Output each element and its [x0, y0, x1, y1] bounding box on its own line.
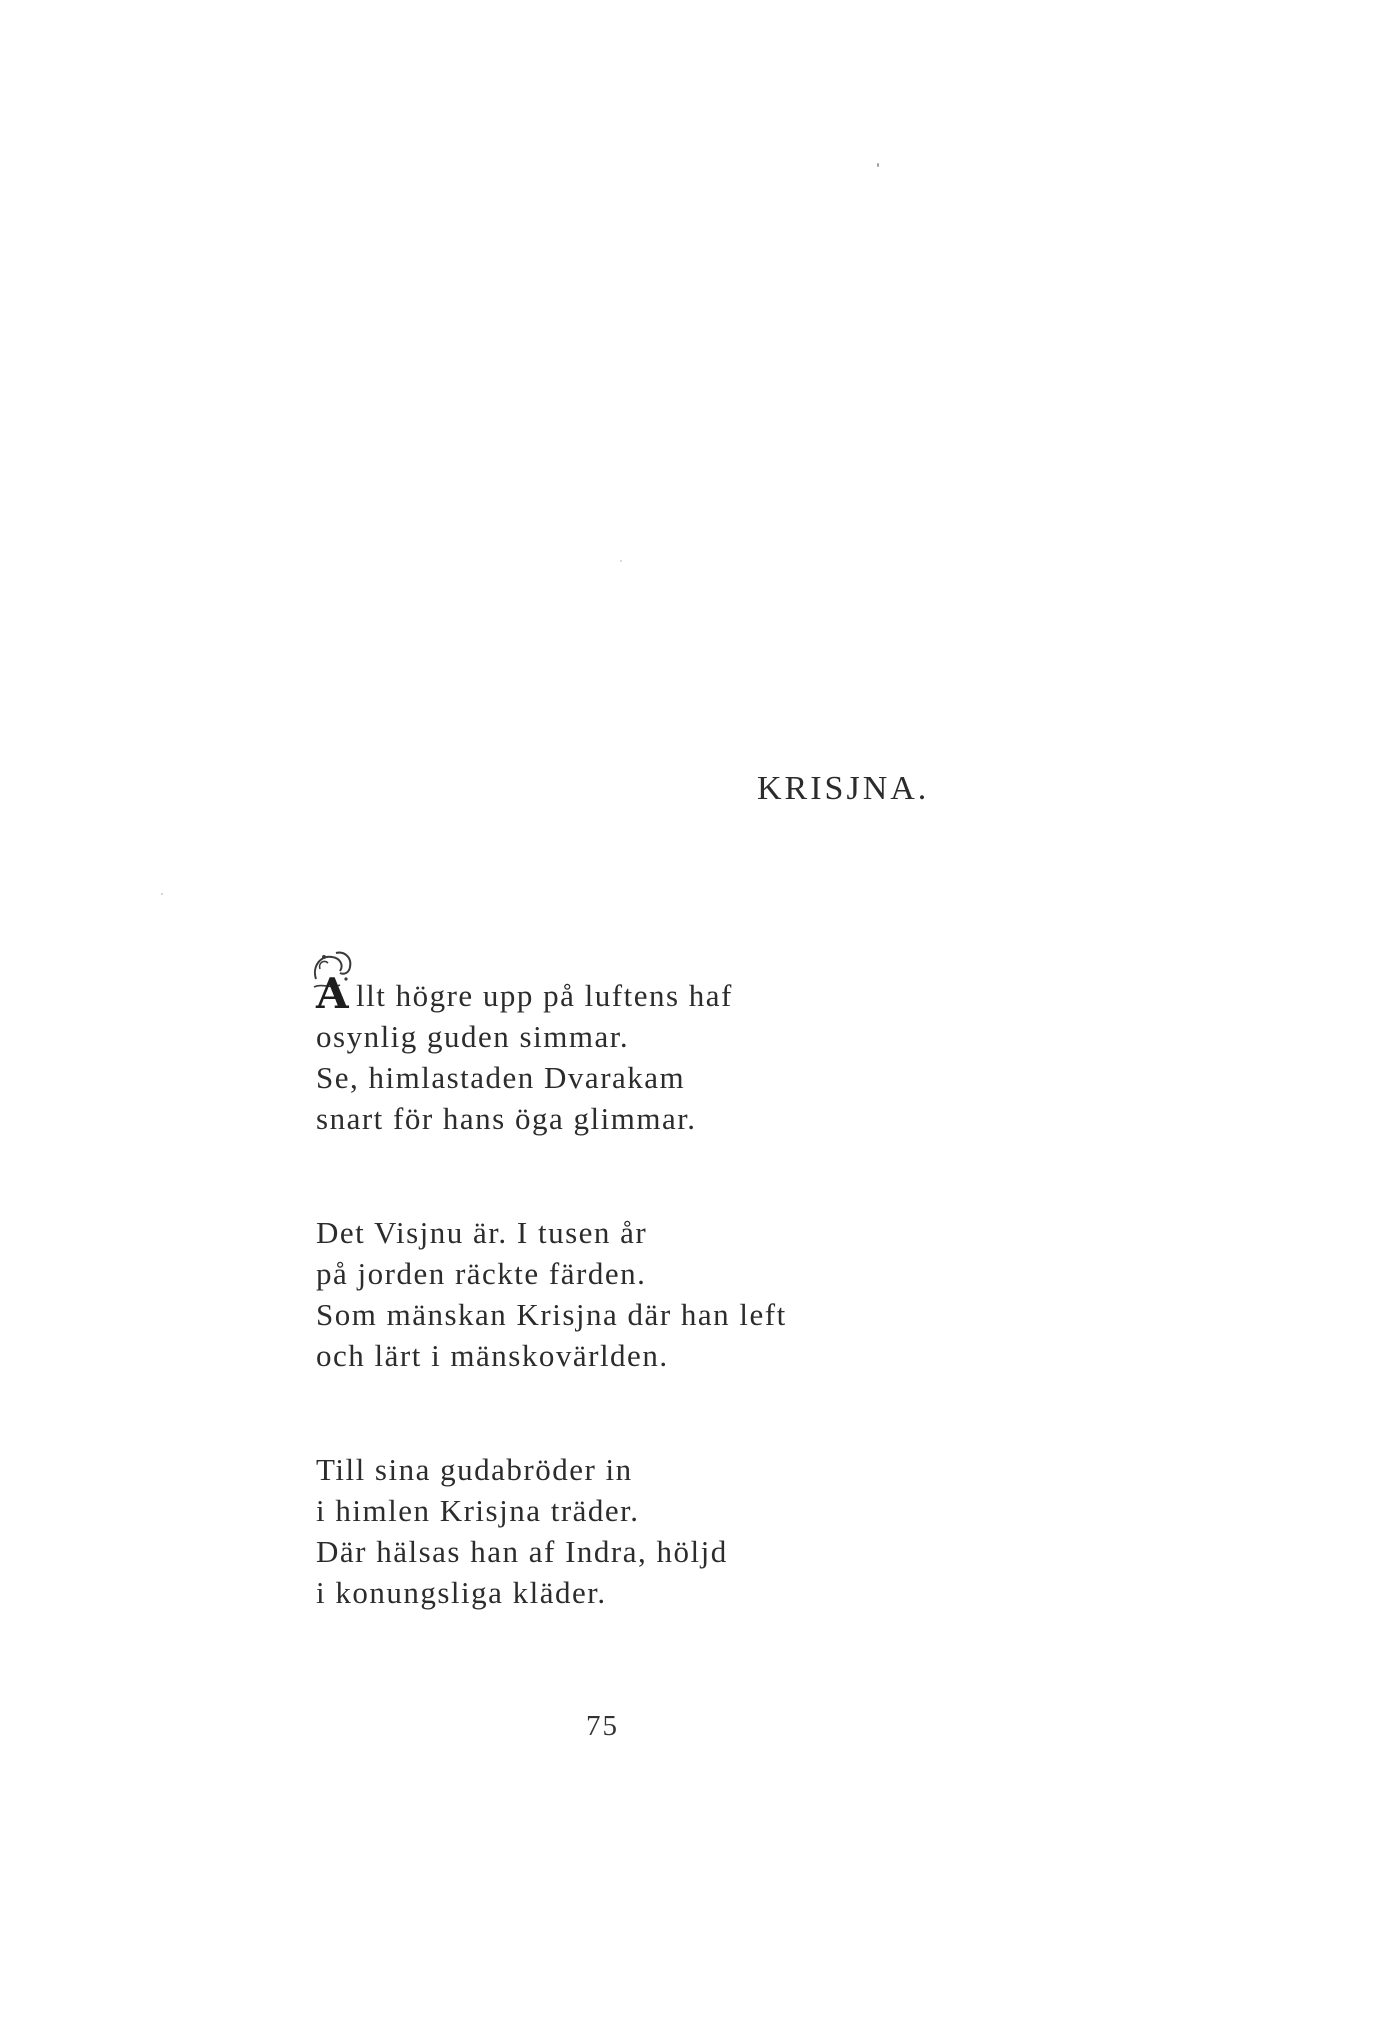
dropcap-letter: A	[316, 969, 351, 1018]
stanza-2	[316, 1212, 936, 1376]
poem-line-first	[316, 969, 936, 1018]
stanza-3	[316, 1449, 936, 1613]
paper-speck	[877, 163, 879, 167]
poem-line: Det Visjnu är. I tusen år	[316, 1215, 648, 1250]
poem-line: Till sina gudabröder in	[316, 1452, 633, 1487]
poem-line: i konungsliga kläder.	[316, 1575, 607, 1610]
paper-speck	[161, 893, 163, 895]
poem-line: snart för hans öga glimmar.	[316, 1101, 697, 1136]
page-title: KRISJNA.	[757, 770, 930, 807]
poem-line: och lärt i mänskovärlden.	[316, 1338, 669, 1373]
poem-body	[316, 969, 936, 1686]
poem-line: i himlen Krisjna träder.	[316, 1493, 640, 1528]
poem-line: på jorden räckte färden.	[316, 1256, 647, 1291]
poem-line: Se, himlastaden Dvarakam	[316, 1060, 686, 1095]
poem-line: Som mänskan Krisjna där han left	[316, 1297, 787, 1332]
poem-line: osynlig guden simmar.	[316, 1019, 630, 1054]
page-number: 75	[586, 1710, 619, 1742]
dropcap	[316, 969, 356, 1018]
stanza-1	[316, 969, 936, 1139]
first-line-text: llt högre upp på luftens haf	[356, 978, 733, 1013]
paper-speck	[620, 560, 622, 562]
poem-line: Där hälsas han af Indra, höljd	[316, 1534, 728, 1569]
